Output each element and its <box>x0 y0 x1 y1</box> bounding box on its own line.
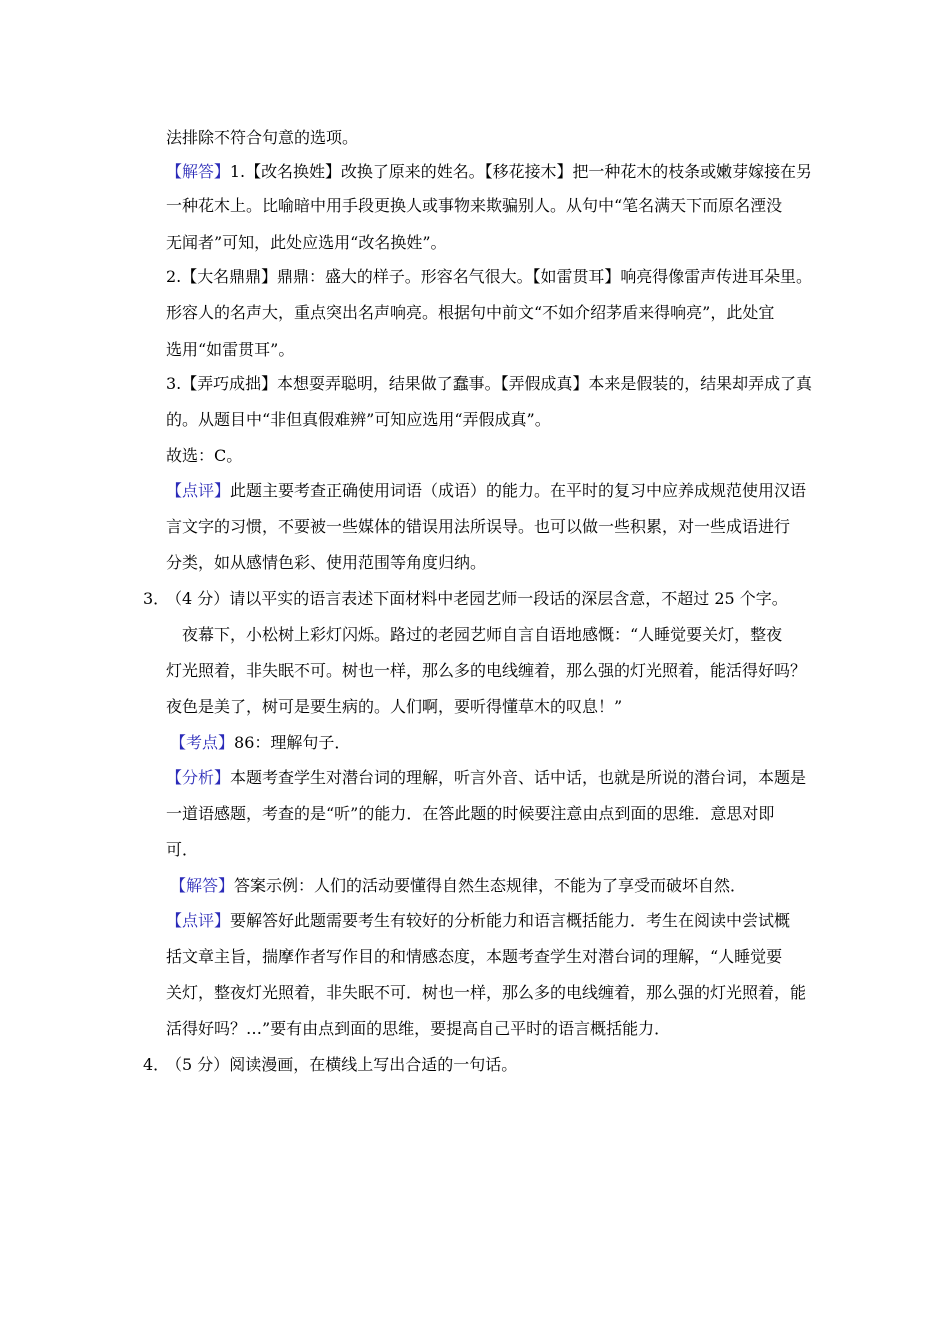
text-line: 【解答】1.【改名换姓】改换了原来的姓名。【移花接木】把一种花木的枝条或嫩芽嫁接在另 <box>166 162 813 181</box>
text-line: 法排除不符合句意的选项。 <box>166 128 359 147</box>
question-number: 4． <box>143 1055 170 1074</box>
analysis-tag: 【分析】 <box>166 768 231 787</box>
text-line: 活得好吗？…”要有由点到面的思维，要提高自己平时的语言概括能力． <box>166 1019 671 1038</box>
comment-tag: 【点评】 <box>166 481 231 500</box>
point-tag: 【考点】 <box>170 733 235 752</box>
text-line: 【点评】此题主要考查正确使用词语（成语）的能力。在平时的复习中应养成规范使用汉语 <box>166 481 807 500</box>
text-line: 【考点】86：理解句子． <box>170 733 351 752</box>
text-line: 故选：C。 <box>166 446 243 465</box>
text-line: 【解答】答案示例：人们的活动要懂得自然生态规律，不能为了享受而破坏自然． <box>170 876 747 895</box>
text-line: 分类，如从感情色彩、使用范围等角度归纳。 <box>166 553 487 572</box>
question-text: （5 分）阅读漫画，在横线上写出合适的一句话。 <box>166 1055 518 1074</box>
text-line: 可． <box>166 840 199 859</box>
text-line: 关灯，整夜灯光照着，非失眠不可．树也一样，那么多的电线缠着，那么强的灯光照着，能 <box>166 983 807 1002</box>
text-line: 【分析】本题考查学生对潜台词的理解，听言外音、话中话，也就是所说的潜台词，本题是 <box>166 768 807 787</box>
text-line: 形容人的名声大，重点突出名声响亮。根据句中前文“不如介绍茅盾来得响亮”，此处宜 <box>166 303 775 322</box>
answer-tag: 【解答】 <box>166 162 230 181</box>
comment-tag: 【点评】 <box>166 911 231 930</box>
text-line: 3.【弄巧成拙】本想耍弄聪明，结果做了蠢事。【弄假成真】本来是假装的，结果却弄成了真 <box>166 374 812 393</box>
question-text: （4 分）请以平实的语言表述下面材料中老园艺师一段话的深层含意，不超过 25 个字。 <box>166 589 788 608</box>
text-line: 一种花木上。比喻暗中用手段更换人或事物来欺骗别人。从句中“笔名满天下而原名湮没 <box>166 196 783 215</box>
text-line: 选用“如雷贯耳”。 <box>166 340 295 359</box>
text-line: 灯光照着，非失眠不可。树也一样，那么多的电线缠着，那么强的灯光照着，能活得好吗？ <box>166 661 807 680</box>
text-line: 言文字的习惯，不要被一些媒体的错误用法所误导。也可以做一些积累，对一些成语进行 <box>166 517 791 536</box>
text-line: 一道语感题，考查的是“听”的能力．在答此题的时候要注意由点到面的思维．意思对即 <box>166 804 775 823</box>
text-line: 夜色是美了，树可是要生病的。人们啊，要听得懂草木的叹息！” <box>166 697 623 716</box>
text-line: 【点评】要解答好此题需要考生有较好的分析能力和语言概括能力．考生在阅读中尝试概 <box>166 911 791 930</box>
text-line: 括文章主旨，揣摩作者写作目的和情感态度，本题考查学生对潜台词的理解，“人睡觉要 <box>166 947 783 966</box>
question-number: 3． <box>143 589 170 608</box>
answer-tag: 【解答】 <box>170 876 235 895</box>
text-line: 2.【大名鼎鼎】鼎鼎：盛大的样子。形容名气很大。【如雷贯耳】响亮得像雷声传进耳朵里。 <box>166 267 812 286</box>
text-line: 的。从题目中“非但真假难辨”可知应选用“弄假成真”。 <box>166 410 551 429</box>
text-line: 夜幕下，小松树上彩灯闪烁。路过的老园艺师自言自语地感慨：“人睡觉要关灯，整夜 <box>182 625 783 644</box>
text-line: 无闻者”可知，此处应选用“改名换姓”。 <box>166 233 447 252</box>
